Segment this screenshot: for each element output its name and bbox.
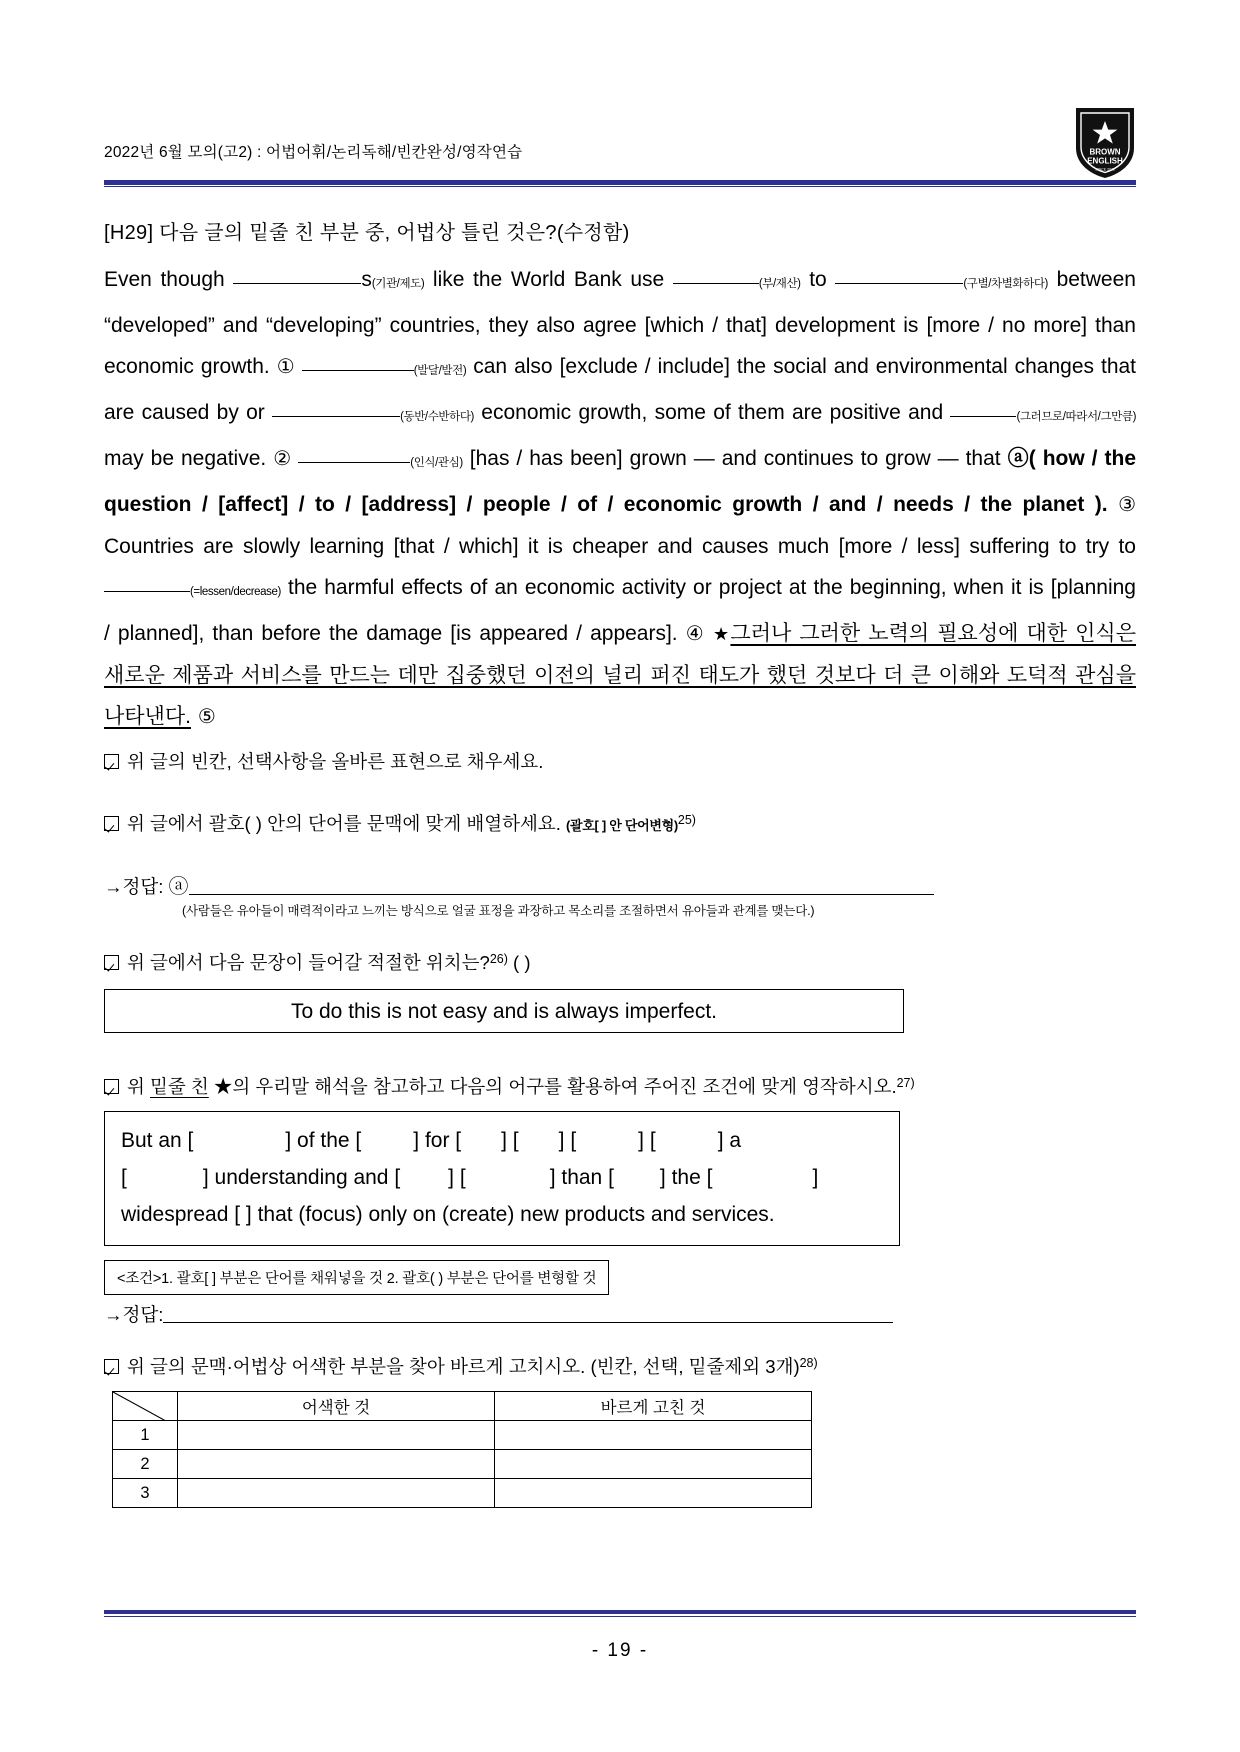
checkbox-icon[interactable] [104, 1079, 119, 1094]
passage-seg10: the harmful effects of an economic activity or project at the beginning, when it is [planning / planned], than before the damage [is appeared / appears]. [104, 576, 1136, 645]
blank-development[interactable] [302, 370, 414, 371]
ruby-awareness: (인식/관심) [410, 457, 463, 469]
task-4-label: ★의 우리말 해석을 참고하고 다음의 어구를 활용하여 주어진 조건에 맞게 영작하시오. [213, 1076, 897, 1097]
answer-marker-a: ⓐ [168, 876, 189, 898]
task-2-footnote: 25) [677, 813, 696, 827]
task-item-2 [104, 810, 1136, 836]
passage-seg3: to [809, 268, 827, 291]
comp-1c: ] for [ [413, 1129, 462, 1152]
blank-institutions[interactable] [233, 283, 361, 284]
ruby-differentiate: (구별/차별화하다) [963, 278, 1048, 290]
task-4-pre: 위 [127, 1076, 145, 1097]
passage-seg2: like the World Bank use [432, 268, 665, 291]
table-corner-cell [113, 1392, 178, 1421]
composition-line-2 [121, 1159, 883, 1196]
table-row [113, 1421, 812, 1450]
header-divider-thin [104, 186, 1136, 187]
comp-1e: ] [ [558, 1129, 577, 1152]
blank-differentiate[interactable] [835, 283, 963, 284]
row-correct-input[interactable] [495, 1421, 812, 1450]
ruby-institutions: (기관/제도) [371, 278, 425, 290]
task-2-note: (괄호[ ] 안 단어변형) [566, 818, 678, 833]
logo-line3: SINCE 2011 [1095, 167, 1115, 172]
passage-seg9: Countries are slowly learning [that / which] it is cheaper and causes much [more / less] suffering to try to [104, 535, 1136, 558]
condition-row [104, 1260, 1136, 1295]
checkbox-icon[interactable] [104, 754, 119, 769]
condition-box: <조건>1. 괄호[ ] 부분은 단어를 채워넣을 것 2. 괄호( ) 부분은 단어를 변형할 것 [104, 1260, 609, 1295]
task-4-footnote: 27) [896, 1076, 915, 1090]
comp-2a: [ [121, 1166, 127, 1189]
footer-divider [104, 1610, 1136, 1614]
blank-awareness[interactable] [298, 462, 410, 463]
table-row [113, 1450, 812, 1479]
blank-accompany[interactable] [272, 416, 400, 417]
passage-seg7: may be negative. [104, 447, 267, 470]
passage-s-suffix: s [361, 268, 372, 291]
task-5-label: 위 글의 문맥·어법상 어색한 부분을 찾아 바르게 고치시오. (빈칸, 선택, 밑줄제외 3개) [127, 1356, 800, 1377]
page-header [104, 132, 1136, 192]
answer-input-2[interactable] [163, 1302, 893, 1323]
header-title: 2022년 6월 모의(고2) : 어법어휘/논리독해/빈칸완성/영작연습 [104, 144, 523, 161]
marker-1: ① [276, 356, 295, 378]
marker-3: ③ [1118, 494, 1137, 516]
answer-row-a [104, 870, 1136, 899]
passage-seg1: Even though [104, 268, 225, 291]
marker-5: ⑤ [197, 706, 216, 728]
task-section [104, 748, 1136, 1508]
footer-divider-thin [104, 1616, 1136, 1617]
comp-1a: But an [ [121, 1129, 194, 1152]
blank-therefore[interactable] [950, 416, 1016, 417]
brown-english-shield-logo [1074, 104, 1136, 180]
row-correct-input[interactable] [495, 1479, 812, 1508]
marker-a: ⓐ [1007, 447, 1029, 470]
question-prompt: [H29] 다음 글의 밑줄 친 부분 중, 어법상 틀린 것은?(수정함) [104, 222, 630, 244]
task-item-1 [104, 748, 1136, 774]
checkbox-icon[interactable] [104, 1359, 119, 1374]
row-wrong-input[interactable] [178, 1450, 495, 1479]
header-divider [104, 180, 1136, 185]
comp-2d: ] than [ [549, 1166, 614, 1189]
insert-sentence-text: To do this is not easy and is always imperfect. [290, 1000, 718, 1023]
table-header-correct: 바르게 고친 것 [495, 1392, 812, 1421]
task-3-label: 위 글에서 다음 문장이 들어갈 적절한 위치는? [127, 952, 490, 973]
task-5-footnote: 28) [799, 1356, 818, 1370]
insert-sentence-box [104, 989, 904, 1033]
korean-translation-underlined: 그러나 그러한 노력의 필요성에 대한 인식은 새로운 제품과 서비스를 만드는 데만 집중했던 이전의 널리 퍼진 태도가 했던 것보다 더 큰 이해와 도덕적 관심을 나타낸다. [104, 622, 1136, 728]
row-number: 2 [113, 1450, 178, 1479]
ruby-wealth: (부/재산) [758, 278, 801, 290]
blank-lessen[interactable] [104, 591, 190, 592]
star-icon: ★ [713, 624, 731, 644]
task-item-4 [104, 1073, 1136, 1099]
main-content [104, 216, 1136, 738]
comp-1f: ] [ [638, 1129, 656, 1152]
marker-2: ② [273, 448, 292, 470]
blank-wealth[interactable] [673, 283, 759, 284]
row-correct-input[interactable] [495, 1450, 812, 1479]
ruby-therefore: (그러므로/따라서/그만큼) [1016, 411, 1137, 423]
answer-row-2 [104, 1301, 1136, 1327]
table-row [113, 1479, 812, 1508]
composition-line-1 [121, 1122, 883, 1159]
scramble-phrase-a: ( how / the question / [affect] / to / [address] / people / of / economic growth / and / needs / the planet ). [104, 447, 1136, 516]
ruby-accompany: (동반/수반하다) [400, 411, 474, 423]
comp-1g: ] a [717, 1129, 742, 1152]
checkbox-icon[interactable] [104, 816, 119, 831]
page-number: - 19 - [591, 1640, 649, 1661]
comp-1d: ] [ [501, 1129, 519, 1152]
table-header-wrong: 어색한 것 [178, 1392, 495, 1421]
task-3-footnote: 26) [489, 952, 508, 966]
comp-2f: ] [812, 1166, 819, 1189]
task-item-5 [104, 1353, 1136, 1379]
row-wrong-input[interactable] [178, 1479, 495, 1508]
row-number: 1 [113, 1421, 178, 1450]
task-1-label: 위 글의 빈칸, 선택사항을 올바른 표현으로 채우세요. [127, 751, 544, 772]
row-number: 3 [113, 1479, 178, 1508]
task-2-label: 위 글에서 괄호( ) 안의 단어를 문맥에 맞게 배열하세요. [127, 813, 561, 834]
marker-4: ④ [685, 623, 705, 645]
comp-1b: ] of the [ [285, 1129, 362, 1152]
ruby-development: (발달/발전) [413, 365, 467, 377]
comp-2c: ] [ [448, 1166, 466, 1189]
passage-seg5: can also [exclude / include] the social and environmental changes that are caused by or [104, 355, 1137, 424]
composition-box [104, 1111, 900, 1246]
comp-2b: ] understanding and [ [202, 1166, 401, 1189]
answer-label: →정답: [104, 876, 164, 897]
task-3-answer-paren[interactable]: ( ) [513, 952, 531, 973]
task-4-underlined: 밑줄 친 [150, 1076, 209, 1097]
row-wrong-input[interactable] [178, 1421, 495, 1450]
composition-line-3: widespread [ ] that (focus) only on (create) new products and services. [121, 1203, 775, 1226]
answer-hint-korean: (사람들은 유아들이 매력적이라고 느끼는 방식으로 얼굴 표정을 과장하고 목소리를 조절하면서 유아들과 관계를 맺는다.) [182, 904, 815, 918]
logo-line1: BROWN [1089, 147, 1121, 157]
answer-input-a[interactable] [189, 874, 934, 895]
comp-2e: ] the [ [659, 1166, 713, 1189]
passage-seg8: [has / has been] grown — and continues to grow — that [469, 447, 1001, 470]
checkbox-icon[interactable] [104, 955, 119, 970]
answer-label-2: →정답: [104, 1304, 164, 1325]
corrections-table [112, 1391, 812, 1508]
passage-seg4: between “developed” and “developing” countries, they also agree [which / that] development is [more / no more] than economic growth. [104, 268, 1136, 378]
ruby-lessen: (=lessen/decrease) [190, 586, 281, 598]
task-item-3 [104, 949, 1136, 975]
reading-passage [104, 259, 1136, 738]
passage-seg6: economic growth, some of them are positive and [481, 401, 944, 424]
table-header-row [113, 1392, 812, 1421]
logo-line2: ENGLISH [1087, 156, 1123, 166]
